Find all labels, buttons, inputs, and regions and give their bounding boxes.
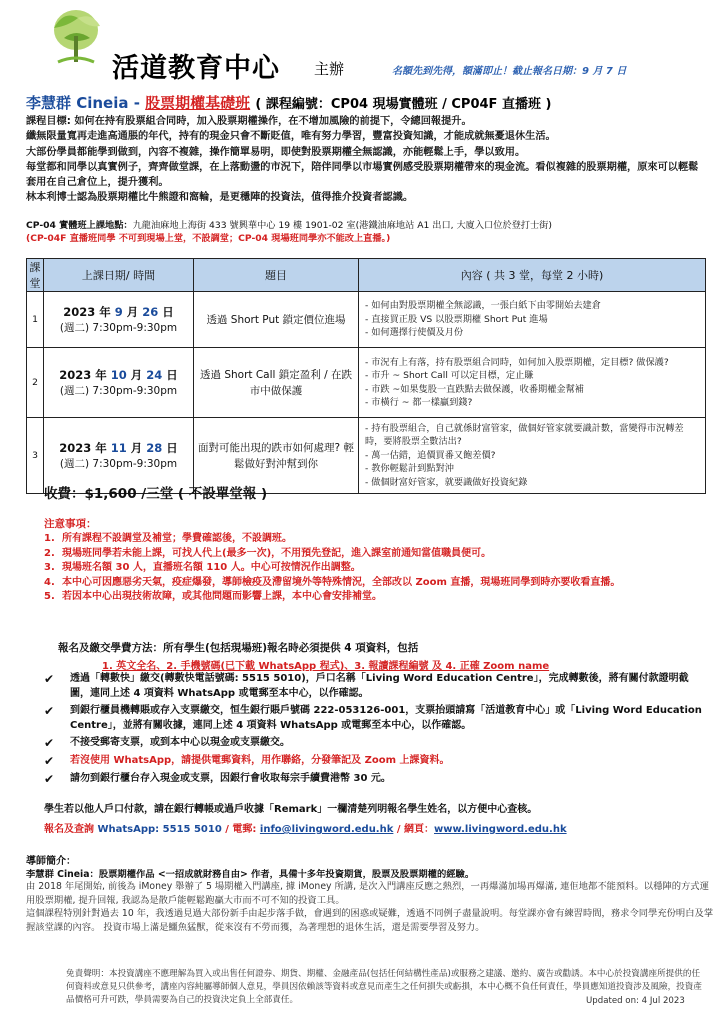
email-label: / 電郵: (221, 824, 260, 835)
list-item: 4. 本中心可因應惡劣天氣，疫症爆發，導師檢疫及滯留境外等特殊情況，全部改以 Zoom 直播，現場班同學到時亦要收看直播。 (44, 576, 621, 588)
list-item: - 市橫行 ~ 都一樣贏到錢? (365, 397, 473, 408)
notes-heading: 注意事項： (44, 518, 97, 530)
lesson-content (359, 297, 705, 342)
org-title: 活道教育中心 (112, 53, 280, 84)
list-item: 3. 現場班名額 30 人，直播班名額 110 人。中心可按情況作出調整。 (44, 562, 361, 574)
bio-line: 這個課程特別針對過去 10 年，我透過見過大部份新手由起步落手做，會遇到的困惑或疑難，透過不同例子盡量說明。每堂課亦會有練習時間，務求令同學充份明白及掌握該堂課的內容。 投資市場上滿是鱷魚猛獸，從來沒有不勞而獲，為著理想的退休生活，還是需要學習及努力。 (26, 908, 714, 934)
email-link[interactable]: info@livingword.edu.hk (259, 824, 394, 835)
list-item: ✔ 透過「轉數快」繳交(轉數快電話號碼: 5515 5010)，戶口名稱「Living Word Education Centre」，完成轉數後，將有關付款證明截圖，連同上述 4 項資料 WhatsApp 或電郵至本中心，以作確認。 (44, 672, 704, 701)
registration-heading: 報名及繳交學費方法：所有學生(包括現場班)報名時必須提供 4 項資料，包括 (58, 642, 419, 654)
lesson-topic: 面對可能出現的跌市如何處理? 輕鬆做好對沖幫到你 (198, 441, 354, 470)
list-item: - 做個財富好管家，就要識做好投資紀錄 (365, 476, 528, 488)
web-label: / 網頁： (393, 824, 435, 835)
whatsapp-link[interactable]: WhatsApp: 5515 5010 (97, 824, 222, 835)
course-code: ( 課程編號：CP04 現場實體班 / CP04F 直播班 ) (255, 97, 552, 112)
intro-line: 每堂都和同學以真實例子，齊齊做堂課，在上落動盪的市況下，陪伴同學以市場實例感受股票期權帶來的現金流。看似複雜的股票期權，原來可以輕鬆套用在自己倉位上，提升獲利。 (26, 161, 699, 189)
list-item: ✔ 請勿到銀行櫃台存入現金或支票，因銀行會收取每宗手續費港幣 30 元。 (44, 771, 391, 786)
table-row (27, 348, 706, 418)
list-item: 5. 若因本中心出現技術故障，或其他問題而影響上課，本中心會安排補堂。 (44, 591, 382, 603)
list-item: - 持有股票組合，自己就係財富管家，做個好管家就要識計數，當變得市況轉差時，要將股票全數沽出? (365, 422, 684, 448)
payment-methods (44, 672, 704, 789)
list-item: 1. 所有課程不設調堂及補堂；學費確認後，不設調班。 (44, 533, 292, 544)
header-date: 上課日期/ 時間 (44, 259, 194, 292)
venue-address (26, 219, 716, 245)
updated-date: Updated on: 4 Jul 2023 (586, 996, 685, 1006)
list-item: - 直接買正股 VS 以股票期權 Short Put 進場 (365, 313, 548, 325)
list-item: - 如何選擇行使價及月份 (365, 327, 464, 339)
lesson-no: 3 (27, 418, 44, 494)
lesson-date: 2023 年 11 月 28 日 (59, 441, 178, 455)
lesson-no: 2 (27, 348, 44, 418)
lesson-content (359, 354, 705, 412)
contact-line (44, 820, 567, 835)
list-item: ✔ 若沒使用 WhatsApp，請提供電郵資料，用作聯絡，分發筆記及 Zoom 上課資料。 (44, 753, 450, 768)
address-text: 九龍油麻地上海街 433 號興華中心 19 樓 1901-02 室(港鐵油麻地站 A1 出口, 大廈入口位於登打士街) (132, 220, 552, 231)
bio-subtitle: 李慧群 Cineia：股票期權作品 <一招成就財務自由> 作者，具備十多年投資期貨，股票及股票期權的經驗。 (26, 869, 475, 880)
list-item: - 市況有上有落，持有股票組合同時，如何加入股票期權，定目標? 做保護? (365, 356, 669, 368)
address-warning: (CP-04F 直播班同學 不可到現場上堂，不設調堂；CP-04 現場班同學亦不能改上直播。) (26, 233, 391, 244)
header-topic: 題目 (194, 259, 359, 292)
disclaimer: 免責聲明：本投資講座不應理解為買入或出售任何證券、期貨、期權、金融產品(包括任何結構性產品)或服務之建議、邀約、廣告或勸誘。本中心於投資講座所提供的任何資料或意見只供參考，講座內容純屬導師個人意見，學員因依賴該等資料或意見而產生之任何損失或虧損，本中心概不負任何責任，學員應知道投資涉及風險，投資產品價格可升可跌，學員需要為自己的投資決定負上全部責任。 (66, 969, 702, 1005)
contact-label: 報名及查詢 (44, 824, 98, 835)
address-label: CP-04 實體班上課地點： (26, 220, 133, 231)
bio-text (26, 880, 716, 935)
registration-note: 學生若以他人戶口付款，請在銀行轉帳或過戶收據「Remark」一欄清楚列明報名學生姓名，以方便中心查核。 (44, 804, 538, 815)
schedule-table (26, 258, 706, 494)
registration-required-info: 1. 英文全名、2. 手機號碼(已下載 WhatsApp 程式)、3. 報讀課程編號 及 4. 正確 Zoom name (102, 661, 550, 672)
list-item: - 市跌 ~如果隻股一直跌點去做保護，收番期權金幫補 (365, 383, 584, 395)
instructor-name: 李慧群 Cineia (26, 94, 129, 112)
list-item: ✔ 不接受郵寄支票，或到本中心以現金或支票繳交。 (44, 736, 290, 751)
check-icon: ✔ (44, 771, 55, 786)
lesson-no: 1 (27, 292, 44, 348)
list-item: 2. 現場班同學若未能上課，可找人代上(最多一次)，不用預先登記，進入課室前通知當值職員便可。 (44, 547, 492, 559)
lesson-date: 2023 年 10 月 24 日 (59, 368, 178, 382)
table-row (27, 292, 706, 348)
intro-line: 纖無限量寬再走進高通脹的年代，持有的現金只會不斷貶值，唯有努力學習，豐富投資知識，才能成就無憂退休生活。 (26, 131, 556, 143)
fee-text: 收費：$1,600 /三堂 ( 不設單堂報 ) (44, 486, 268, 502)
lesson-topic: 透過 Short Put 鎖定價位進場 (206, 313, 346, 326)
check-icon: ✔ (44, 736, 55, 751)
intro-line: 林本利博士認為股票期權比牛熊證和窩輪，是更穩陣的投資法，值得推介投資者認識。 (26, 192, 414, 204)
website-link[interactable]: www.livingword.edu.hk (434, 824, 567, 835)
course-dash: - (128, 94, 146, 112)
check-icon: ✔ (44, 704, 55, 719)
notes-list (44, 532, 704, 605)
list-item: - 教你輕鬆計到點對沖 (365, 463, 454, 475)
course-heading (26, 92, 551, 113)
header-lesson: 課堂 (27, 259, 44, 292)
course-title: 股票期權基礎班 (145, 94, 251, 112)
bio-heading: 導師簡介： (26, 856, 76, 867)
lesson-date: 2023 年 9 月 26 日 (63, 305, 174, 319)
list-item: - 市升 ~ Short Call 可以定目標，定止賺 (365, 370, 534, 381)
lesson-time: (週二) 7:30pm-9:30pm (59, 458, 178, 470)
lesson-content (359, 420, 705, 492)
deadline-note: 名額先到先得，額滿即止！截止報名日期：9 月 7 日 (392, 66, 627, 77)
lesson-time: (週二) 7:30pm-9:30pm (59, 322, 178, 334)
logo-icon (44, 8, 108, 72)
check-icon: ✔ (44, 672, 55, 686)
check-icon: ✔ (44, 753, 55, 768)
lesson-time: (週二) 7:30pm-9:30pm (59, 385, 178, 397)
table-header-row (27, 259, 706, 292)
header-content: 內容 ( 共 3 堂，每堂 2 小時) (359, 259, 706, 292)
lesson-topic: 透過 Short Call 鎖定盈利 / 在跌市中做保護 (199, 368, 352, 397)
bio-line: 由 2018 年尾開始, 前後為 iMoney 舉辦了 5 場期權入門講座, 據 iMoney 所講, 是次入門講座反應之熱烈，一再爆滿加場再爆滿, 連佢地都不能預料。以穩陣的方式運用股票期權, 提升回報, 我認為是散戶能輕鬆跑贏大市而不可不知的投資工具。 (26, 881, 709, 906)
list-item: ✔ 到銀行櫃員機轉賬或存入支票繳交，恒生銀行賬戶號碼 222-053126-001，支票抬頭請寫「活道教育中心」或「Living Word Education Centre」，並將有關收據，連同上述 4 項資料 WhatsApp 或電郵至本中心，以作確認。 (44, 704, 704, 733)
intro-line: 課程目標: 如何在持有股票組合同時，加入股票期權操作，在不增加風險的前提下，令總回報提升。 (26, 116, 472, 127)
intro-line: 大部份學員都能學到做到，內容不複雜，操作簡單易明，即使對股票期權全無認識，亦能輕鬆上手，學以致用。 (26, 146, 526, 158)
list-item: - 如何由對股票期權全無認識，一張白紙下由零開始去建倉 (365, 300, 601, 312)
list-item: - 萬一估錯，追價買番又飽差價? (365, 449, 496, 461)
org-sub: 主辦 (314, 60, 345, 78)
course-intro (26, 114, 706, 206)
